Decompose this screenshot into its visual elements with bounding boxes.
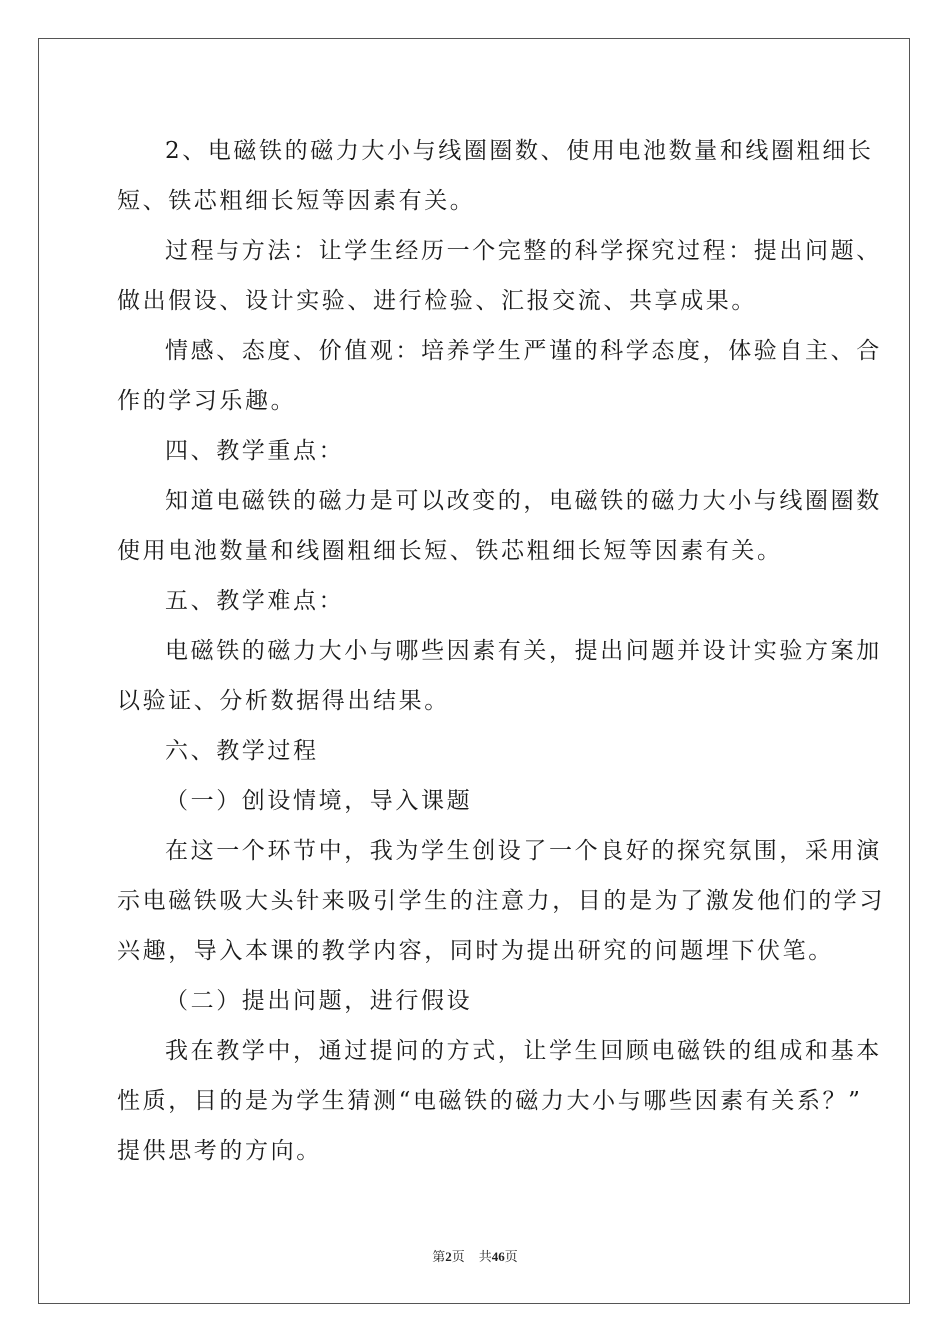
page-number: 2: [445, 1249, 452, 1264]
text-line: 提供思考的方向。: [117, 1138, 322, 1164]
text-line: 使用电池数量和线圈粗细长短、铁芯粗细长短等因素有关。: [117, 538, 783, 564]
text-line: 在这一个环节中，我为学生创设了一个良好的探究氛围，采用演: [165, 838, 882, 864]
text-line: 情感、态度、价值观：培养学生严谨的科学态度，体验自主、合: [165, 338, 882, 364]
total-prefix: 共: [478, 1249, 492, 1264]
text-line: 四、教学重点：: [165, 438, 345, 464]
text-line: 兴趣，导入本课的教学内容，同时为提出研究的问题埋下伏笔。: [117, 938, 834, 964]
total-pages: 46: [491, 1249, 505, 1264]
total-suffix: 页: [504, 1249, 518, 1264]
page-footer: [0, 1247, 950, 1267]
text-line: 性质，目的是为学生猜测“电磁铁的磁力大小与哪些因素有关系？”: [117, 1088, 863, 1114]
text-line: （一）创设情境，导入课题: [165, 788, 473, 814]
text-line: 2、电磁铁的磁力大小与线圈圈数、使用电池数量和线圈粗细长: [165, 138, 874, 164]
text-line: 作的学习乐趣。: [117, 388, 297, 414]
text-line: 做出假设、设计实验、进行检验、汇报交流、共享成果。: [117, 288, 757, 314]
text-line: 电磁铁的磁力大小与哪些因素有关，提出问题并设计实验方案加: [165, 638, 882, 664]
text-line: 过程与方法：让学生经历一个完整的科学探究过程：提出问题、: [165, 238, 882, 264]
text-line: 六、教学过程: [165, 738, 319, 764]
text-line: 短、铁芯粗细长短等因素有关。: [117, 188, 476, 214]
document-body: [117, 126, 885, 1176]
text-line: 我在教学中，通过提问的方式，让学生回顾电磁铁的组成和基本: [165, 1038, 882, 1064]
text-line: 五、教学难点：: [165, 588, 345, 614]
text-line: 以验证、分析数据得出结果。: [117, 688, 450, 714]
text-line: 示电磁铁吸大头针来吸引学生的注意力，目的是为了激发他们的学习: [117, 888, 885, 914]
text-line: （二）提出问题，进行假设: [165, 988, 473, 1014]
page-suffix: 页: [451, 1249, 465, 1264]
text-line: 知道电磁铁的磁力是可以改变的，电磁铁的磁力大小与线圈圈数: [165, 488, 882, 514]
page-prefix: 第: [432, 1249, 446, 1264]
